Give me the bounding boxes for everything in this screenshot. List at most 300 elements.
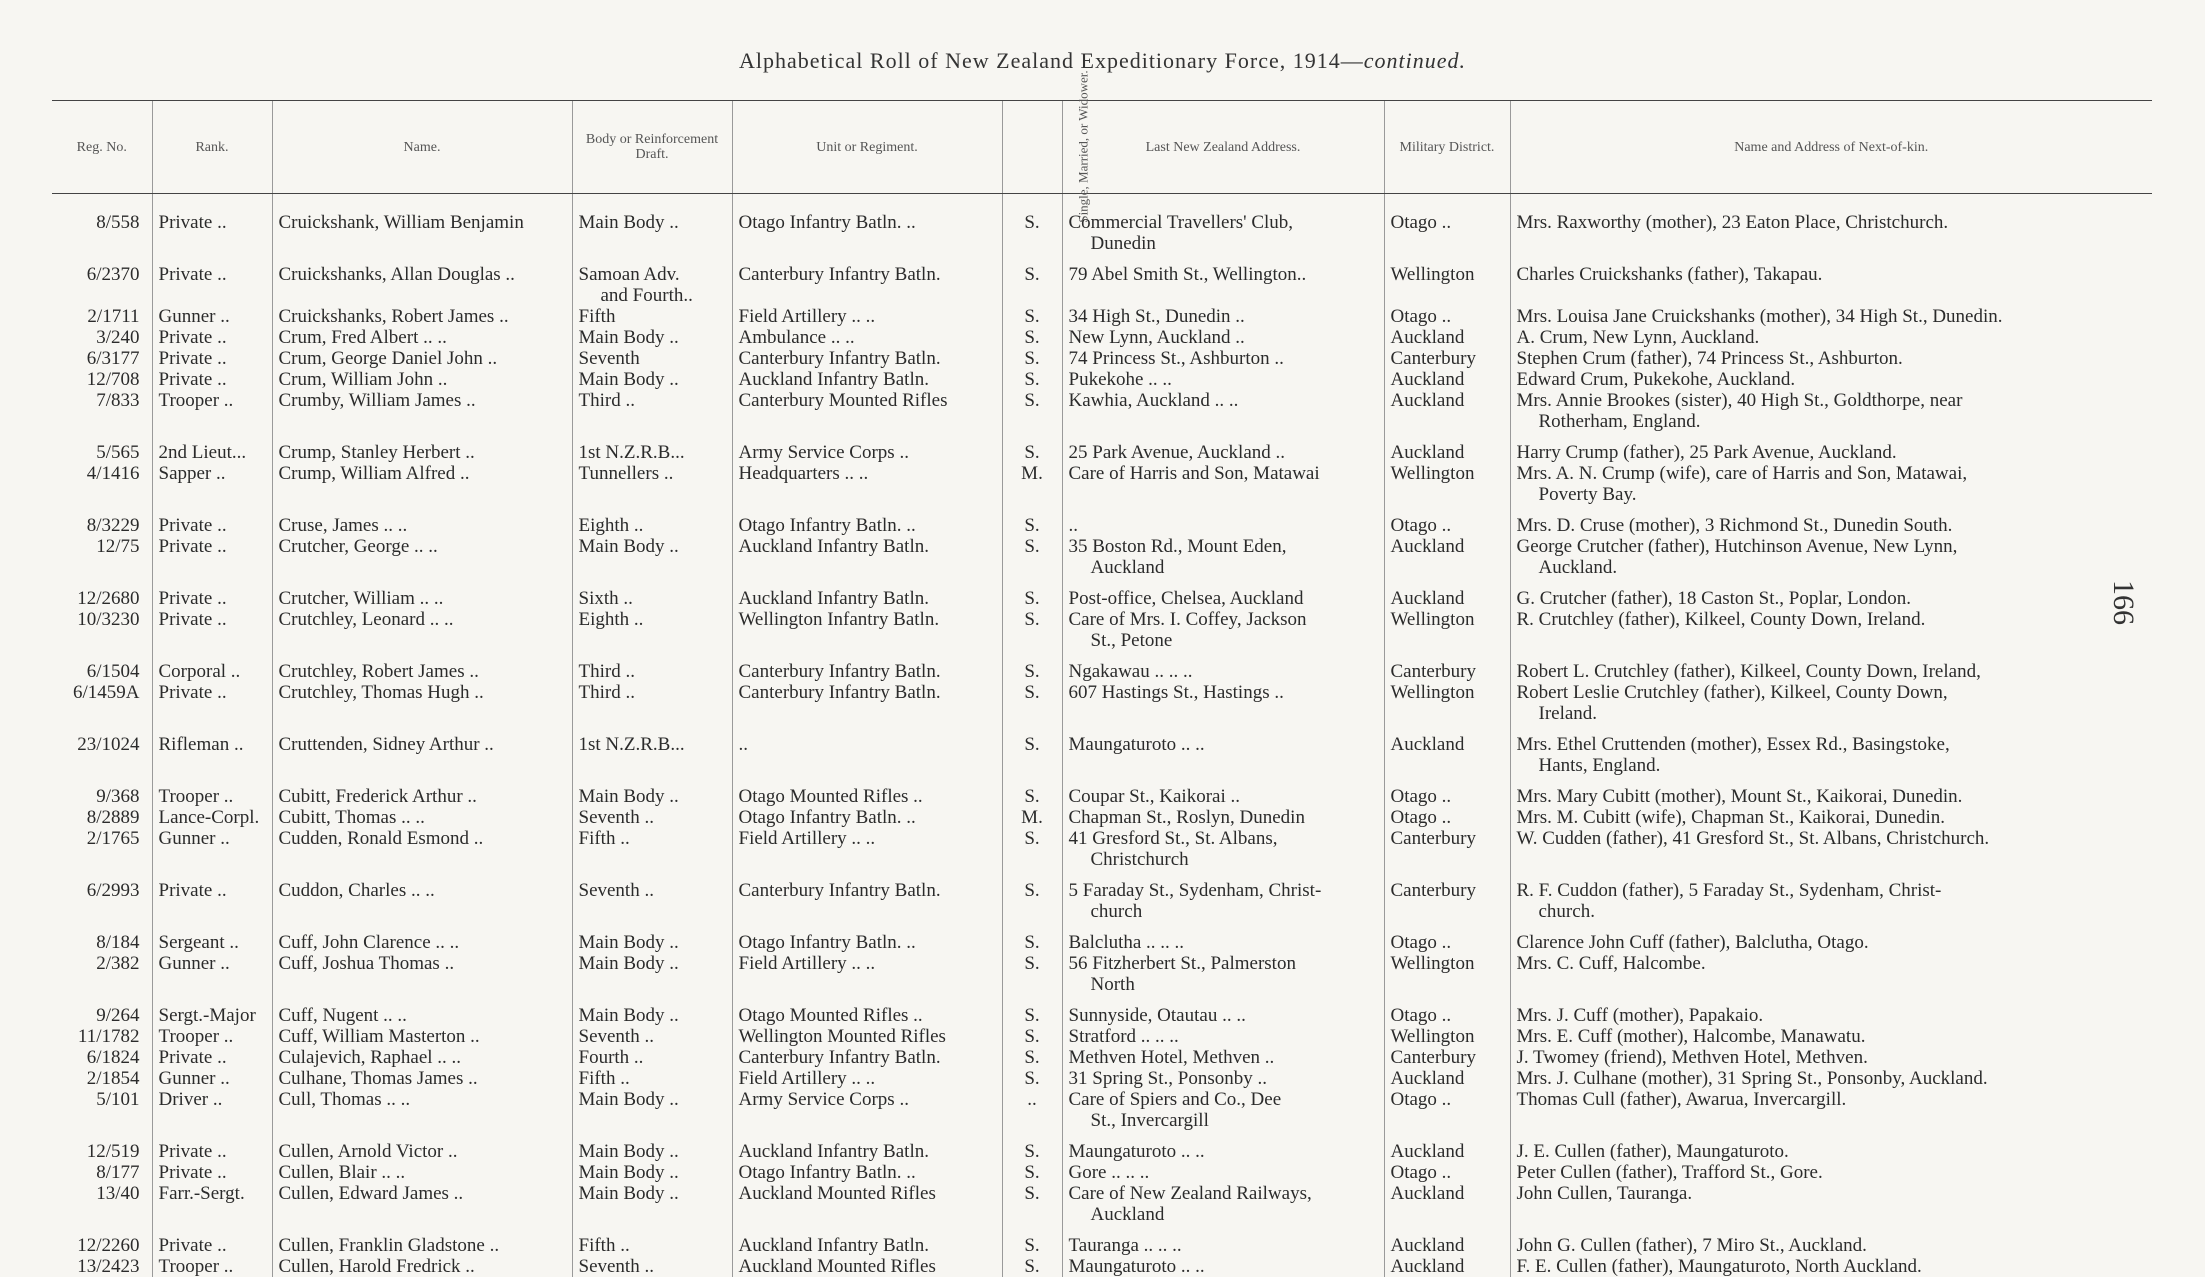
cell-marital (1002, 1256, 1062, 1277)
cell-marital (1002, 651, 1062, 682)
cell-unit (732, 724, 1002, 776)
cell-rank (152, 1068, 272, 1089)
cell-district (1384, 870, 1510, 922)
name-text: Cull, Thomas .. .. (279, 1089, 411, 1110)
cell-name (272, 724, 572, 776)
next-of-kin-text: Stephen Crum (father), 74 Princess St., Ashburton. (1517, 348, 1903, 369)
cell-next-of-kin (1510, 1131, 2152, 1162)
district-text: Otago .. (1391, 1089, 1452, 1110)
title-main: Alphabetical Roll of New Zealand Expeditionary Force, 1914— (739, 48, 1364, 73)
address-continuation: church (1069, 901, 1378, 922)
cell-name (272, 609, 572, 651)
cell-reg-no (52, 651, 152, 682)
address-text: Commercial Travellers' Club, (1069, 212, 1294, 233)
name-text: Cruickshanks, Robert James .. (279, 306, 509, 327)
cell-next-of-kin (1510, 828, 2152, 870)
reg-no-text: 7/833 (96, 390, 139, 411)
marital-text: S. (1024, 1047, 1039, 1068)
cell-reg-no (52, 609, 152, 651)
next-of-kin-text: Harry Crump (father), 25 Park Avenue, Auckland. (1517, 442, 1897, 463)
cell-body (572, 306, 732, 327)
reg-no-text: 6/3177 (87, 348, 140, 369)
header-row (52, 101, 2152, 194)
cell-next-of-kin (1510, 922, 2152, 953)
unit-text: Otago Infantry Batln. .. (739, 212, 916, 233)
header-marital (1002, 101, 1062, 194)
cell-district (1384, 327, 1510, 348)
roll-table (52, 100, 2152, 1277)
cell-name (272, 463, 572, 505)
address-text: 41 Gresford St., St. Albans, (1069, 828, 1278, 849)
cell-name (272, 870, 572, 922)
cell-district (1384, 390, 1510, 432)
cell-rank (152, 348, 272, 369)
cell-rank (152, 536, 272, 578)
cell-body (572, 724, 732, 776)
address-text: 5 Faraday St., Sydenham, Christ- (1069, 880, 1322, 901)
cell-reg-no (52, 348, 152, 369)
reg-no-text: 8/2889 (87, 807, 140, 828)
address-text: Tauranga .. .. .. (1069, 1235, 1182, 1256)
body-text: Seventh .. (579, 880, 654, 901)
body-text: Third .. (579, 682, 635, 703)
cell-next-of-kin (1510, 776, 2152, 807)
cell-rank (152, 724, 272, 776)
district-text: Auckland (1391, 1183, 1465, 1204)
cell-next-of-kin (1510, 306, 2152, 327)
marital-text: S. (1024, 588, 1039, 609)
cell-reg-no (52, 870, 152, 922)
cell-name (272, 776, 572, 807)
cell-marital (1002, 306, 1062, 327)
address-text: Ngakawau .. .. .. (1069, 661, 1193, 682)
cell-rank (152, 828, 272, 870)
district-text: Auckland (1391, 1256, 1465, 1277)
cell-district (1384, 995, 1510, 1026)
marital-text: S. (1024, 734, 1039, 755)
table-row (52, 536, 2152, 578)
cell-unit (732, 609, 1002, 651)
district-text: Auckland (1391, 442, 1465, 463)
cell-rank (152, 306, 272, 327)
address-text: Gore .. .. .. (1069, 1162, 1150, 1183)
cell-unit (732, 828, 1002, 870)
next-of-kin-continuation: Rotherham, England. (1517, 411, 2147, 432)
address-text: 25 Park Avenue, Auckland .. (1069, 442, 1286, 463)
cell-next-of-kin (1510, 327, 2152, 348)
cell-unit (732, 870, 1002, 922)
cell-district (1384, 1225, 1510, 1256)
cell-unit (732, 463, 1002, 505)
district-text: Otago .. (1391, 1005, 1452, 1026)
cell-next-of-kin (1510, 1047, 2152, 1068)
cell-reg-no (52, 922, 152, 953)
address-continuation: North (1069, 974, 1378, 995)
cell-marital (1002, 348, 1062, 369)
cell-unit (732, 254, 1002, 306)
cell-unit (732, 306, 1002, 327)
name-text: Cullen, Franklin Gladstone .. (279, 1235, 500, 1256)
name-text: Cubitt, Frederick Arthur .. (279, 786, 477, 807)
reg-no-text: 4/1416 (87, 463, 140, 484)
cell-name (272, 1162, 572, 1183)
name-text: Crutchley, Thomas Hugh .. (279, 682, 484, 703)
cell-address (1062, 194, 1384, 255)
rank-text: Private .. (159, 327, 227, 348)
cell-next-of-kin (1510, 194, 2152, 255)
cell-marital (1002, 995, 1062, 1026)
cell-unit (732, 194, 1002, 255)
address-text: Care of Harris and Son, Matawai (1069, 463, 1320, 484)
table-row (52, 1162, 2152, 1183)
unit-text: Field Artillery .. .. (739, 1068, 876, 1089)
table-row (52, 390, 2152, 432)
name-text: Crump, Stanley Herbert .. (279, 442, 475, 463)
cell-name (272, 306, 572, 327)
name-text: Crumby, William James .. (279, 390, 476, 411)
table-row (52, 369, 2152, 390)
table-row (52, 1068, 2152, 1089)
unit-text: Otago Mounted Rifles .. (739, 786, 923, 807)
unit-text: Otago Mounted Rifles .. (739, 1005, 923, 1026)
unit-text: Otago Infantry Batln. .. (739, 1162, 916, 1183)
rank-text: Private .. (159, 264, 227, 285)
name-text: Culhane, Thomas James .. (279, 1068, 478, 1089)
cell-reg-no (52, 254, 152, 306)
district-text: Otago .. (1391, 1162, 1452, 1183)
table-row (52, 995, 2152, 1026)
cell-address (1062, 922, 1384, 953)
address-continuation: Christchurch (1069, 849, 1378, 870)
cell-unit (732, 536, 1002, 578)
header-next-of-kin: Name and Address of Next-of-kin. (1510, 101, 2152, 194)
name-text: Cullen, Arnold Victor .. (279, 1141, 458, 1162)
body-text: Eighth .. (579, 515, 644, 536)
cell-marital (1002, 1225, 1062, 1256)
name-text: Crutchley, Leonard .. .. (279, 609, 454, 630)
address-text: Post-office, Chelsea, Auckland (1069, 588, 1304, 609)
cell-next-of-kin (1510, 1225, 2152, 1256)
unit-text: Canterbury Infantry Batln. (739, 1047, 941, 1068)
body-text: Main Body .. (579, 786, 679, 807)
table-row (52, 724, 2152, 776)
cell-rank (152, 953, 272, 995)
cell-next-of-kin (1510, 390, 2152, 432)
cell-address (1062, 609, 1384, 651)
rank-text: Farr.-Sergt. (159, 1183, 245, 1204)
unit-text: Canterbury Infantry Batln. (739, 264, 941, 285)
cell-marital (1002, 369, 1062, 390)
cell-next-of-kin (1510, 463, 2152, 505)
reg-no-text: 3/240 (96, 327, 139, 348)
table-row (52, 776, 2152, 807)
cell-next-of-kin (1510, 254, 2152, 306)
cell-marital (1002, 1047, 1062, 1068)
cell-rank (152, 870, 272, 922)
name-text: Cullen, Edward James .. (279, 1183, 464, 1204)
cell-reg-no (52, 432, 152, 463)
next-of-kin-text: F. E. Cullen (father), Maungaturoto, North Auckland. (1517, 1256, 1922, 1277)
body-text: Seventh .. (579, 1026, 654, 1047)
cell-name (272, 1131, 572, 1162)
cell-unit (732, 348, 1002, 369)
cell-unit (732, 1068, 1002, 1089)
marital-text: S. (1024, 1235, 1039, 1256)
reg-no-text: 2/1854 (87, 1068, 140, 1089)
address-text: Care of Mrs. I. Coffey, Jackson (1069, 609, 1307, 630)
address-text: Pukekohe .. .. (1069, 369, 1172, 390)
cell-district (1384, 348, 1510, 369)
cell-marital (1002, 390, 1062, 432)
district-text: Wellington (1391, 1026, 1475, 1047)
cell-reg-no (52, 1162, 152, 1183)
cell-unit (732, 1089, 1002, 1131)
cell-district (1384, 1162, 1510, 1183)
cell-name (272, 682, 572, 724)
cell-reg-no (52, 390, 152, 432)
cell-body (572, 327, 732, 348)
body-text: Sixth .. (579, 588, 633, 609)
cell-district (1384, 254, 1510, 306)
body-continuation: and Fourth.. (579, 285, 726, 306)
cell-address (1062, 1183, 1384, 1225)
cell-name (272, 828, 572, 870)
next-of-kin-text: John G. Cullen (father), 7 Miro St., Auckland. (1517, 1235, 1867, 1256)
cell-rank (152, 651, 272, 682)
marital-text: .. (1027, 1089, 1037, 1110)
marital-text: S. (1024, 880, 1039, 901)
name-text: Crum, William John .. (279, 369, 448, 390)
reg-no-text: 9/264 (96, 1005, 139, 1026)
district-text: Wellington (1391, 682, 1475, 703)
cell-address (1062, 348, 1384, 369)
cell-rank (152, 369, 272, 390)
reg-no-text: 8/184 (96, 932, 139, 953)
name-text: Crump, William Alfred .. (279, 463, 470, 484)
cell-next-of-kin (1510, 1026, 2152, 1047)
marital-text: S. (1024, 442, 1039, 463)
cell-district (1384, 682, 1510, 724)
cell-marital (1002, 870, 1062, 922)
cell-reg-no (52, 995, 152, 1026)
next-of-kin-text: R. Crutchley (father), Kilkeel, County Down, Ireland. (1517, 609, 1926, 630)
body-text: Main Body .. (579, 369, 679, 390)
body-text: Third .. (579, 390, 635, 411)
title-continued: continued. (1364, 48, 1466, 73)
cell-name (272, 1026, 572, 1047)
unit-text: Auckland Infantry Batln. (739, 1141, 929, 1162)
cell-name (272, 254, 572, 306)
cell-name (272, 432, 572, 463)
next-of-kin-text: Clarence John Cuff (father), Balclutha, Otago. (1517, 932, 1869, 953)
name-text: Crum, George Daniel John .. (279, 348, 498, 369)
cell-district (1384, 828, 1510, 870)
body-text: Main Body .. (579, 1089, 679, 1110)
cell-reg-no (52, 463, 152, 505)
marital-text: S. (1024, 786, 1039, 807)
header-name: Name. (272, 101, 572, 194)
rank-text: Driver .. (159, 1089, 223, 1110)
cell-district (1384, 922, 1510, 953)
cell-unit (732, 807, 1002, 828)
rank-text: Private .. (159, 212, 227, 233)
body-text: Main Body .. (579, 327, 679, 348)
body-text: Eighth .. (579, 609, 644, 630)
table-row (52, 1089, 2152, 1131)
rank-text: Private .. (159, 588, 227, 609)
table-row (52, 870, 2152, 922)
cell-marital (1002, 1162, 1062, 1183)
cell-reg-no (52, 1068, 152, 1089)
next-of-kin-text: Mrs. Ethel Cruttenden (mother), Essex Rd., Basingstoke, (1517, 734, 1950, 755)
cell-address (1062, 505, 1384, 536)
name-text: Crutchley, Robert James .. (279, 661, 479, 682)
unit-text: Auckland Infantry Batln. (739, 588, 929, 609)
cell-rank (152, 682, 272, 724)
cell-body (572, 348, 732, 369)
name-text: Culajevich, Raphael .. .. (279, 1047, 462, 1068)
unit-text: Canterbury Mounted Rifles (739, 390, 948, 411)
rank-text: Private .. (159, 1235, 227, 1256)
unit-text: Army Service Corps .. (739, 1089, 909, 1110)
cell-district (1384, 505, 1510, 536)
unit-text: .. (739, 734, 749, 755)
rank-text: Trooper .. (159, 1256, 234, 1277)
next-of-kin-text: Charles Cruickshanks (father), Takapau. (1517, 264, 1823, 285)
cell-address (1062, 1068, 1384, 1089)
cell-reg-no (52, 369, 152, 390)
table-row (52, 1026, 2152, 1047)
header-unit: Unit or Regiment. (732, 101, 1002, 194)
rank-text: Trooper .. (159, 1026, 234, 1047)
cell-address (1062, 682, 1384, 724)
body-text: Main Body .. (579, 1005, 679, 1026)
cell-marital (1002, 536, 1062, 578)
reg-no-text: 6/1459A (73, 682, 140, 703)
next-of-kin-continuation: Ireland. (1517, 703, 2147, 724)
unit-text: Auckland Infantry Batln. (739, 1235, 929, 1256)
next-of-kin-text: Robert L. Crutchley (father), Kilkeel, County Down, Ireland, (1517, 661, 1981, 682)
address-text: Care of Spiers and Co., Dee (1069, 1089, 1282, 1110)
next-of-kin-continuation: Auckland. (1517, 557, 2147, 578)
header-marital-label: Single, Married, or Widower. (1075, 70, 1090, 222)
table-row (52, 463, 2152, 505)
marital-text: S. (1024, 682, 1039, 703)
cell-district (1384, 1131, 1510, 1162)
cell-name (272, 536, 572, 578)
page-number: 166 (2106, 580, 2140, 625)
cell-unit (732, 1047, 1002, 1068)
unit-text: Canterbury Infantry Batln. (739, 348, 941, 369)
marital-text: S. (1024, 348, 1039, 369)
cell-body (572, 1047, 732, 1068)
table-row (52, 1131, 2152, 1162)
marital-text: S. (1024, 1141, 1039, 1162)
cell-address (1062, 369, 1384, 390)
cell-rank (152, 1026, 272, 1047)
header-address: Last New Zealand Address. (1062, 101, 1384, 194)
cell-marital (1002, 505, 1062, 536)
next-of-kin-text: Mrs. A. N. Crump (wife), care of Harris and Son, Matawai, (1517, 463, 1968, 484)
body-text: Third .. (579, 661, 635, 682)
next-of-kin-text: R. F. Cuddon (father), 5 Faraday St., Sydenham, Christ- (1517, 880, 1942, 901)
unit-text: Field Artillery .. .. (739, 828, 876, 849)
name-text: Cuff, William Masterton .. (279, 1026, 480, 1047)
address-text: .. (1069, 515, 1079, 536)
cell-district (1384, 953, 1510, 995)
rank-text: Private .. (159, 515, 227, 536)
cell-address (1062, 1026, 1384, 1047)
cell-reg-no (52, 327, 152, 348)
cell-body (572, 536, 732, 578)
cell-next-of-kin (1510, 724, 2152, 776)
next-of-kin-text: Mrs. M. Cubitt (wife), Chapman St., Kaikorai, Dunedin. (1517, 807, 1946, 828)
reg-no-text: 8/558 (96, 212, 139, 233)
cell-marital (1002, 463, 1062, 505)
cell-name (272, 578, 572, 609)
cell-reg-no (52, 807, 152, 828)
rank-text: Rifleman .. (159, 734, 244, 755)
header-district: Military District. (1384, 101, 1510, 194)
unit-text: Canterbury Infantry Batln. (739, 682, 941, 703)
cell-district (1384, 807, 1510, 828)
cell-district (1384, 463, 1510, 505)
cell-rank (152, 327, 272, 348)
address-text: 607 Hastings St., Hastings .. (1069, 682, 1284, 703)
table-row (52, 505, 2152, 536)
reg-no-text: 6/1504 (87, 661, 140, 682)
body-text: Main Body .. (579, 536, 679, 557)
district-text: Auckland (1391, 327, 1465, 348)
rank-text: Sergt.-Major (159, 1005, 256, 1026)
next-of-kin-text: Mrs. J. Cuff (mother), Papakaio. (1517, 1005, 1764, 1026)
cell-reg-no (52, 776, 152, 807)
cell-name (272, 1256, 572, 1277)
next-of-kin-text: Edward Crum, Pukekohe, Auckland. (1517, 369, 1796, 390)
page-title (0, 48, 2205, 74)
reg-no-text: 6/2993 (87, 880, 140, 901)
unit-text: Auckland Mounted Rifles (739, 1256, 936, 1277)
name-text: Cruickshanks, Allan Douglas .. (279, 264, 515, 285)
unit-text: Auckland Infantry Batln. (739, 536, 929, 557)
rank-text: Gunner .. (159, 1068, 230, 1089)
address-text: 74 Princess St., Ashburton .. (1069, 348, 1284, 369)
next-of-kin-continuation: Poverty Bay. (1517, 484, 2147, 505)
next-of-kin-text: George Crutcher (father), Hutchinson Avenue, New Lynn, (1517, 536, 1958, 557)
name-text: Cullen, Blair .. .. (279, 1162, 406, 1183)
cell-reg-no (52, 1089, 152, 1131)
cell-district (1384, 1089, 1510, 1131)
cell-district (1384, 724, 1510, 776)
cell-marital (1002, 724, 1062, 776)
cell-rank (152, 776, 272, 807)
reg-no-text: 12/75 (96, 536, 139, 557)
cell-body (572, 505, 732, 536)
district-text: Canterbury (1391, 880, 1476, 901)
cell-name (272, 922, 572, 953)
address-continuation: Dunedin (1069, 233, 1378, 254)
cell-marital (1002, 1131, 1062, 1162)
cell-next-of-kin (1510, 536, 2152, 578)
table-row (52, 807, 2152, 828)
cell-body (572, 1068, 732, 1089)
cell-district (1384, 536, 1510, 578)
rank-text: Private .. (159, 609, 227, 630)
district-text: Wellington (1391, 609, 1475, 630)
body-text: Main Body .. (579, 1162, 679, 1183)
rank-text: Trooper .. (159, 390, 234, 411)
cell-reg-no (52, 1183, 152, 1225)
